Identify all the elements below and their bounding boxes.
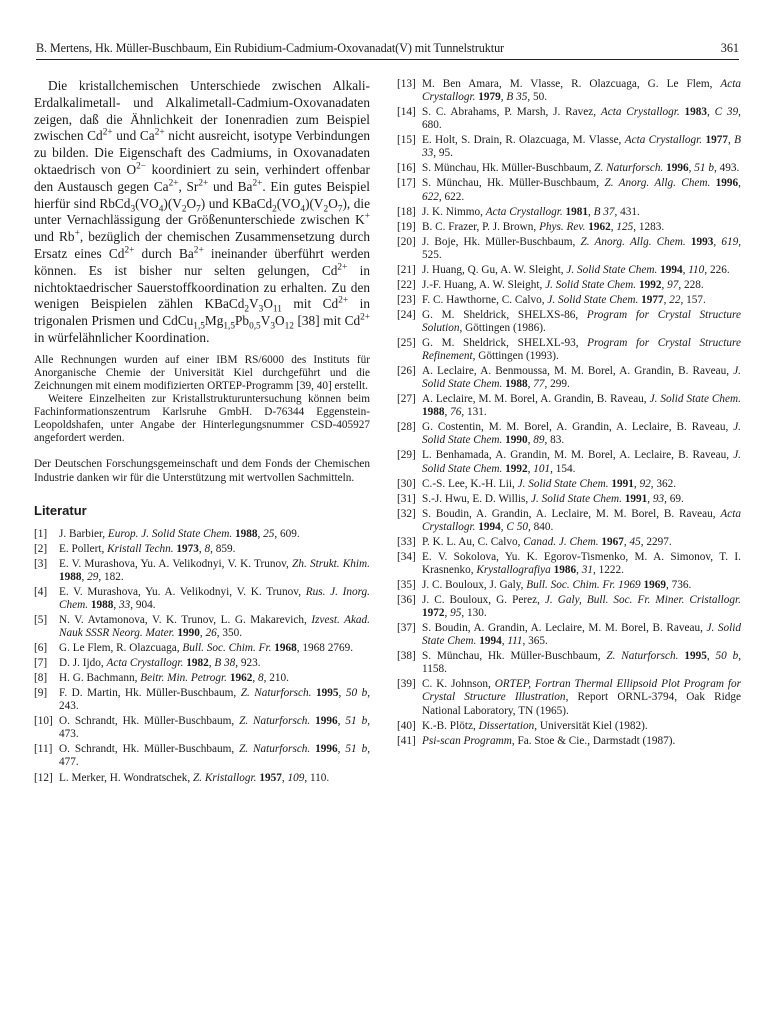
reference-text: J. Huang, Q. Gu, A. W. Sleight, J. Solid State Chem. 1994, 110, 226. xyxy=(422,263,730,276)
reference-number: [21] xyxy=(397,263,416,276)
reference-entry xyxy=(397,106,741,132)
reference-entry xyxy=(397,594,741,620)
reference-entry xyxy=(34,528,370,541)
reference-text: E. Pollert, Kristall Techn. 1973, 8, 859. xyxy=(59,542,236,555)
reference-text: G. M. Sheldrick, SHELXL-93, Program for Crystal Structure Refinement, Göttingen (1993). xyxy=(422,336,741,363)
reference-number: [29] xyxy=(397,449,416,462)
reference-number: [7] xyxy=(34,657,48,670)
reference-text: Psi-scan Programm, Fa. Stoe & Cie., Darmstadt (1987). xyxy=(422,734,676,747)
reference-number: [24] xyxy=(397,308,416,321)
reference-number: [19] xyxy=(397,220,416,233)
reference-entry xyxy=(397,678,741,717)
reference-entry xyxy=(34,614,370,640)
reference-entry xyxy=(34,543,370,556)
reference-text: S. Boudin, A. Grandin, A. Leclaire, M. M. Borel, B. Raveau, Acta Crystallogr. 1994, C 50, 840. xyxy=(422,507,741,533)
reference-number: [14] xyxy=(397,106,416,119)
reference-entry xyxy=(397,449,741,475)
reference-entry xyxy=(397,78,741,104)
reference-entry xyxy=(397,720,741,733)
reference-number: [20] xyxy=(397,235,416,248)
reference-text: J. C. Bouloux, J. Galy, Bull. Soc. Chim. Fr. 1969 1969, 736. xyxy=(422,578,692,591)
reference-text: E. V. Murashova, Yu. A. Velikodnyi, V. K. Trunov, Zh. Strukt. Khim. 1988, 29, 182. xyxy=(59,557,370,583)
reference-list-left xyxy=(34,528,370,785)
reference-number: [30] xyxy=(397,477,416,490)
reference-number: [39] xyxy=(397,678,416,691)
computation-note-block xyxy=(34,354,370,446)
reference-number: [37] xyxy=(397,622,416,635)
reference-entry xyxy=(397,393,741,419)
reference-entry xyxy=(397,478,741,491)
reference-number: [4] xyxy=(34,585,48,598)
reference-text: F. D. Martin, Hk. Müller-Buschbaum, Z. Naturforsch. 1995, 50 b, 243. xyxy=(59,687,371,713)
acknowledgement: Der Deutschen Forschungsgemeinschaft und dem Fonds der Chemischen Industrie danken wir für die Unterstützung mit wertvollen Sachmitteln. xyxy=(34,458,370,484)
reference-text: L. Benhamada, A. Grandin, M. M. Borel, A. Leclaire, B. Raveau, J. Solid State Chem. 1992, 101, 154. xyxy=(422,449,741,475)
reference-text: H. G. Bachmann, Beitr. Min. Petrogr. 1962, 8, 210. xyxy=(59,672,289,685)
reference-number: [8] xyxy=(34,672,48,685)
reference-number: [40] xyxy=(397,719,416,732)
reference-number: [33] xyxy=(397,535,416,548)
literature-heading: Literatur xyxy=(34,502,87,518)
reference-number: [11] xyxy=(34,743,53,756)
reference-entry xyxy=(397,650,741,676)
reference-entry xyxy=(397,264,741,277)
reference-text: S.-J. Hwu, E. D. Willis, J. Solid State Chem. 1991, 93, 69. xyxy=(422,492,684,505)
reference-text: B. C. Frazer, P. J. Brown, Phys. Rev. 1962, 125, 1283. xyxy=(422,220,665,233)
reference-entry xyxy=(397,735,741,748)
reference-entry xyxy=(397,206,741,219)
computation-note: Alle Rechnungen wurden auf einer IBM RS/6000 des Instituts für Anorganische Chemie der Universität Kiel durchgeführt und die Zeichnungen mit einem modifizierten ORTEP-Programm [39, 40] erstellt. xyxy=(34,353,370,392)
reference-text: G. Le Flem, R. Olazcuaga, Bull. Soc. Chim. Fr. 1968, 1968 2769. xyxy=(59,642,354,655)
reference-entry xyxy=(397,536,741,549)
reference-text: J. K. Nimmo, Acta Crystallogr. 1981, B 37, 431. xyxy=(422,205,640,218)
reference-text: L. Merker, H. Wondratschek, Z. Kristallogr. 1957, 109, 110. xyxy=(59,771,330,784)
reference-number: [23] xyxy=(397,293,416,306)
reference-number: [41] xyxy=(397,734,416,747)
reference-entry xyxy=(34,715,370,741)
reference-number: [12] xyxy=(34,771,53,784)
reference-list-right xyxy=(397,78,741,748)
reference-entry xyxy=(34,558,370,584)
reference-text: E. V. Murashova, Yu. A. Velikodnyi, V. K. Trunov, Rus. J. Inorg. Chem. 1988, 33, 904. xyxy=(59,585,370,611)
reference-entry xyxy=(397,134,741,160)
reference-text: S. Münchau, Hk. Müller-Buschbaum, Z. Naturforsch. 1996, 51 b, 493. xyxy=(422,162,740,175)
reference-entry xyxy=(397,221,741,234)
page-number: 361 xyxy=(720,41,739,55)
reference-entry xyxy=(34,642,370,655)
reference-entry xyxy=(397,493,741,506)
reference-number: [17] xyxy=(397,177,416,190)
reference-entry xyxy=(397,508,741,534)
reference-text: N. V. Avtamonova, V. K. Trunov, L. G. Makarevich, Izvest. Akad. Nauk SSSR Neorg. Mater. 1990, 26, 350. xyxy=(59,613,370,639)
reference-text: S. Münchau, Hk. Müller-Buschbaum, Z. Naturforsch. 1995, 50 b, 1158. xyxy=(422,650,742,676)
reference-entry xyxy=(397,579,741,592)
body-paragraph: Die kristallchemischen Unterschiede zwischen Alkali-Erdalkalimetall- und Alkalimetall-Cadmium-Oxovanadaten zeigen, daß die Ähnlichkeit der Ionenradien zum Beispiel zwischen $Cd^{2+}$ und $Ca^{2+}$ nicht ausreicht, isotype Verbindungen zu bilden. Die Eigenschaft des Cadmiums, in Oxovanadaten oktaedrisch von $O^{2-}$ koordiniert zu sein, verhindert offenbar den Austausch gegen $Ca^{2+}$, $Sr^{2+}$ und $Ba^{2+}$. Ein gutes Beispiel hierfür sind $RbCd_3(VO_4)(V_2O_7)$ und $KBaCd_2(VO_4)(V_2O_7)$, die unter Vernachlässigung der Größenunterschiede zwischen K+ und Rb+, bezüglich der chemischen Zusammensetzung durch Ersatz eines $Cd^{2+}$ durch $Ba^{2+}$ ineinander überführt werden können. Es ist bisher nur selten gelungen, $Cd^{2+}$ in nichtoktaedrischer Sauerstoffkoordination zu erhalten. Zu den wenigen Beispielen zählen $KBaCd_2V_3O_{11}$ mit $Cd^{2+}$ in trigonalen Prismen und $CdCu_{1,5}Mg_{1,5}Pb_{0,5}V_3O_{12}$ [38] mit $Cd^{2+}$ in würfelähnlicher Koordination. xyxy=(34,78,371,345)
reference-number: [28] xyxy=(397,421,416,434)
reference-text: C.-S. Lee, K.-H. Lii, J. Solid State Chem. 1991, 92, 362. xyxy=(422,477,677,490)
reference-entry xyxy=(397,622,741,648)
reference-number: [27] xyxy=(397,393,416,406)
reference-text: P. K. L. Au, C. Calvo, Canad. J. Chem. 1967, 45, 2297. xyxy=(422,535,672,548)
reference-number: [34] xyxy=(397,550,416,563)
reference-number: [18] xyxy=(397,205,416,218)
reference-text: A. Leclaire, M. M. Borel, A. Grandin, B. Raveau, J. Solid State Chem. 1988, 76, 131. xyxy=(422,393,741,419)
reference-text: O. Schrandt, Hk. Müller-Buschbaum, Z. Naturforsch. 1996, 51 b, 477. xyxy=(59,743,371,769)
reference-number: [2] xyxy=(34,542,48,555)
reference-entry xyxy=(397,294,741,307)
reference-entry xyxy=(34,743,370,769)
reference-text: A. Leclaire, A. Benmoussa, M. M. Borel, A. Grandin, B. Raveau, J. Solid State Chem. 1988, 77, 299. xyxy=(422,365,741,391)
left-column xyxy=(34,78,370,787)
reference-text: S. Boudin, A. Grandin, A. Leclaire, M. M. Borel, B. Raveau, J. Solid State Chem. 1994, 111, 365. xyxy=(422,622,741,648)
running-title: B. Mertens, Hk. Müller-Buschbaum, Ein Rubidium-Cadmium-Oxovanadat(V) mit Tunnelstruktur xyxy=(36,41,505,55)
reference-text: O. Schrandt, Hk. Müller-Buschbaum, Z. Naturforsch. 1996, 51 b, 473. xyxy=(59,715,371,741)
reference-number: [32] xyxy=(397,507,416,520)
reference-text: M. Ben Amara, M. Vlasse, R. Olazcuaga, G. Le Flem, Acta Crystallogr. 1979, B 35, 50. xyxy=(422,78,741,104)
reference-number: [35] xyxy=(397,578,416,591)
body-text xyxy=(34,78,370,347)
reference-entry xyxy=(397,162,741,175)
reference-text: J.-F. Huang, A. W. Sleight, J. Solid State Chem. 1992, 97, 228. xyxy=(422,278,704,291)
reference-text: J. Boje, Hk. Müller-Buschbaum, Z. Anorg. Allg. Chem. 1993, 619, 525. xyxy=(422,235,742,261)
reference-entry xyxy=(397,551,741,577)
reference-number: [1] xyxy=(34,527,48,540)
reference-text: S. C. Abrahams, P. Marsh, J. Ravez, Acta Crystallogr. 1983, C 39, 680. xyxy=(422,106,741,132)
reference-number: [5] xyxy=(34,613,48,626)
reference-text: E. V. Sokolova, Yu. K. Egorov-Tismenko, M. A. Simonov, T. I. Krasnenko, Krystallografiya 1986, 31, 1222. xyxy=(422,550,741,576)
reference-number: [25] xyxy=(397,336,416,349)
reference-text: F. C. Hawthorne, C. Calvo, J. Solid State Chem. 1977, 22, 157. xyxy=(422,293,706,306)
reference-text: K.-B. Plötz, Dissertation, Universität Kiel (1982). xyxy=(422,719,648,732)
reference-entry xyxy=(397,279,741,292)
reference-number: [3] xyxy=(34,557,48,570)
reference-number: [9] xyxy=(34,687,48,700)
reference-number: [6] xyxy=(34,642,48,655)
reference-entry xyxy=(397,365,741,391)
reference-text: J. Barbier, Europ. J. Solid State Chem. 1988, 25, 609. xyxy=(59,527,300,540)
reference-entry xyxy=(34,672,370,685)
acknowledgement-block xyxy=(34,458,370,484)
reference-number: [22] xyxy=(397,278,416,291)
reference-entry xyxy=(34,586,370,612)
reference-entry xyxy=(34,657,370,670)
running-header xyxy=(36,39,739,60)
reference-text: S. Münchau, Hk. Müller-Buschbaum, Z. Anorg. Allg. Chem. 1996, 622, 622. xyxy=(422,177,741,203)
right-column xyxy=(397,78,741,750)
reference-number: [36] xyxy=(397,593,416,606)
reference-number: [16] xyxy=(397,162,416,175)
reference-number: [10] xyxy=(34,715,53,728)
reference-entry xyxy=(397,177,741,203)
reference-number: [13] xyxy=(397,78,416,90)
deposit-note: Weitere Einzelheiten zur Kristallstrukturuntersuchung können beim Fachinformationszentrum Karlsruhe GmbH. D-76344 Eggenstein-Leopoldshafen, unter Angabe der Hinterlegungsnummer CSD-405927 angefordert werden. xyxy=(34,393,370,445)
reference-number: [31] xyxy=(397,492,416,505)
reference-text: G. Costentin, M. M. Borel, A. Grandin, A. Leclaire, B. Raveau, J. Solid State Chem. 1990, 89, 83. xyxy=(422,421,741,447)
reference-text: G. M. Sheldrick, SHELXS-86, Program for Crystal Structure Solution, Göttingen (1986). xyxy=(422,308,742,334)
reference-entry xyxy=(34,687,370,713)
reference-entry xyxy=(397,421,741,447)
reference-number: [15] xyxy=(397,134,416,147)
reference-entry xyxy=(397,309,741,335)
reference-entry xyxy=(34,772,370,785)
reference-entry xyxy=(397,337,741,363)
reference-number: [38] xyxy=(397,650,416,663)
reference-text: E. Holt, S. Drain, R. Olazcuaga, M. Vlasse, Acta Crystallogr. 1977, B 33, 95. xyxy=(422,134,741,160)
reference-number: [26] xyxy=(397,365,416,378)
reference-text: C. K. Johnson, ORTEP, Fortran Thermal Ellipsoid Plot Program for Crystal Structure Illustration, Report ORNL-3794, Oak Ridge National Laboratory, TN (1965). xyxy=(422,678,741,717)
reference-text: D. J. Ijdo, Acta Crystallogr. 1982, B 38, 923. xyxy=(59,657,261,670)
reference-text: J. C. Bouloux, G. Perez, J. Galy, Bull. Soc. Fr. Miner. Cristallogr. 1972, 95, 130. xyxy=(422,593,741,620)
reference-entry xyxy=(397,236,741,262)
